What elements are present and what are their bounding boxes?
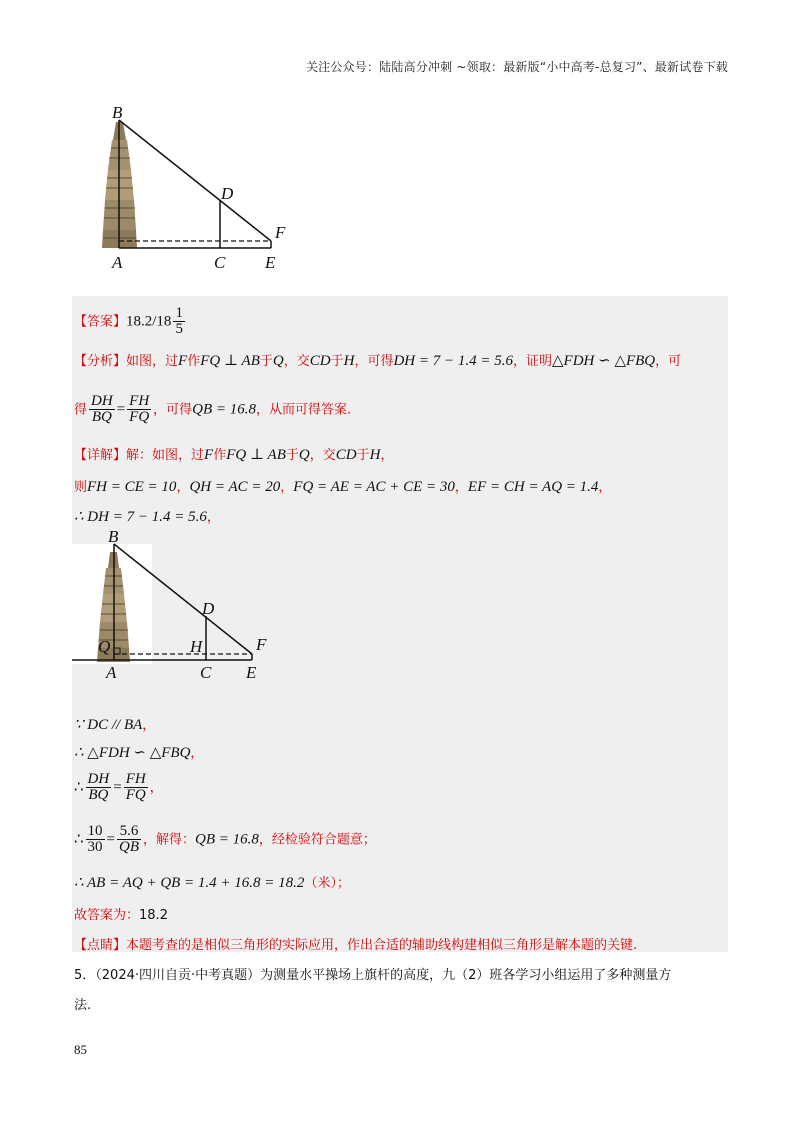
step-5: ∴ AB = AQ + QB = 1.4 + 16.8 = 18.2（米）； bbox=[74, 875, 350, 891]
step-4: ∴ $\frac{10}{30}$ = $\frac{5.6}{QB}$ ，解得：QB = 16.8，经检验符合题意； bbox=[74, 823, 376, 855]
label-A: A bbox=[112, 253, 123, 272]
label-D: D bbox=[221, 184, 234, 203]
analysis-line-1: 【分析】如图，过F作FQ ⊥ AB于Q，交CD于H，可得DH = 7 − 1.4 = 5.6，证明△FDH ∽ △FBQ，可 bbox=[74, 353, 682, 369]
label-D-2: D bbox=[202, 599, 215, 618]
label-B: B bbox=[112, 103, 123, 122]
step-2: ∴ △FDH ∽ △FBQ， bbox=[74, 745, 204, 761]
label-E-2: E bbox=[246, 663, 257, 682]
answer-line bbox=[74, 306, 187, 337]
figure-tower-diagram bbox=[90, 100, 300, 280]
step-1: ∵ DC // BA， bbox=[74, 717, 156, 733]
comment-line: 【点睛】本题考查的是相似三角形的实际应用，作出合适的辅助线构建相似三角形是解本题的关键. bbox=[74, 938, 638, 953]
detail-tag: 【详解】 bbox=[74, 448, 127, 463]
analysis-line-2: 得 $\frac{DH}{BQ}$ = $\frac{FH}{FQ}$ ，可得QB = 16.8，从而可得答案. bbox=[74, 393, 352, 425]
problem-5-line-2: 法. bbox=[74, 998, 92, 1013]
detail-line-1: 【详解】解：如图，过F作FQ ⊥ AB于Q，交CD于H， bbox=[74, 447, 394, 463]
analysis-tag: 【分析】 bbox=[74, 354, 127, 369]
header-note: 关注公众号：陆陆高分冲刺 ~领取：最新版“小中高考-总复习”、最新试卷下载 bbox=[305, 60, 728, 74]
label-F-2: F bbox=[256, 635, 267, 654]
comment-tag: 【点睛】 bbox=[74, 938, 127, 953]
label-E: E bbox=[265, 253, 276, 272]
figure-tower-diagram-2 bbox=[72, 530, 292, 690]
answer-fraction: $\frac{1}{5}$ bbox=[175, 305, 183, 337]
label-A-2: A bbox=[106, 663, 117, 682]
label-H-2: H bbox=[190, 637, 203, 656]
page-number: 85 bbox=[74, 1042, 87, 1057]
step-3: ∴ $\frac{DH}{BQ}$ = $\frac{FH}{FQ}$ ， bbox=[74, 771, 163, 803]
label-Q-2: Q bbox=[98, 637, 111, 656]
step-6: 故答案为：18.2 bbox=[74, 908, 168, 923]
label-C-2: C bbox=[200, 663, 212, 682]
answer-value: 18.2/18 bbox=[126, 313, 172, 330]
label-C: C bbox=[214, 253, 226, 272]
label-B-2: B bbox=[108, 530, 119, 546]
detail-line-2: 则FH = CE = 10，QH = AC = 20，FQ = AE = AC + CE = 30，EF = CH = AQ = 1.4， bbox=[74, 479, 612, 495]
label-F: F bbox=[275, 223, 286, 242]
answer-tag: 【答案】 bbox=[74, 314, 127, 330]
problem-5-line-1: 5．（2024·四川自贡·中考真题）为测量水平操场上旗杆的高度，九（2）班各学习小组运用了多种测量方 bbox=[74, 968, 672, 983]
detail-line-3: ∴ DH = 7 − 1.4 = 5.6， bbox=[74, 509, 220, 525]
